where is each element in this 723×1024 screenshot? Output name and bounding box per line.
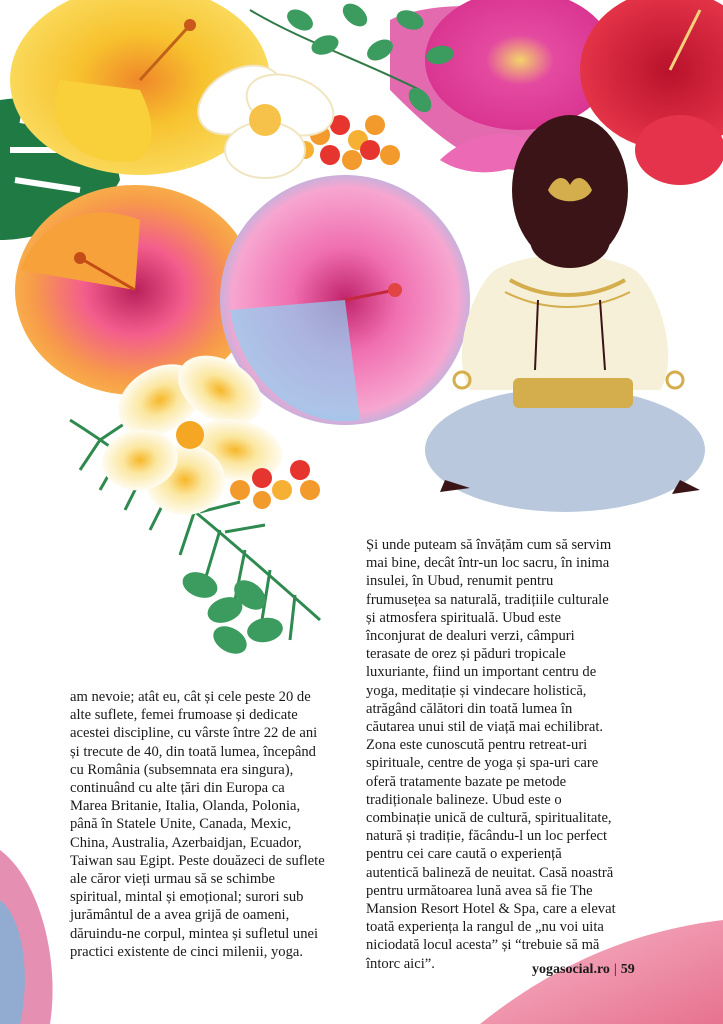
text-line: luxuriante, fiind un important centru de xyxy=(366,664,597,681)
text-line: Și unde puteam să învățăm cum să servim xyxy=(366,537,612,553)
text-line: oferă tratamente bazate pe metode xyxy=(366,773,567,790)
text-line: spiritual, mintal și emoțional; surori sub xyxy=(70,889,304,906)
text-line: toată experiența la rangul de „nu voi uita xyxy=(366,919,604,936)
text-line: până în Statele Unite, Canada, Mexic, xyxy=(70,816,292,833)
bottom-left-decoration xyxy=(0,850,53,1024)
text-line: cu România (subsemnata era singura), xyxy=(70,761,294,778)
text-line: insulei, în Ubud, renumit pentru xyxy=(366,573,554,590)
article-column-left xyxy=(70,688,340,961)
text-line: Marea Britanie, Italia, Olanda, Polonia, xyxy=(70,798,301,815)
text-line: practici existente de cinci milenii, yoga. xyxy=(70,943,304,960)
text-line: ale căror vieți urmau să se schimbe xyxy=(70,871,276,888)
text-line: pentru următoarea lună avea să fie The xyxy=(366,882,593,899)
text-line: frumusețea sa naturală, tradițiile culturale xyxy=(366,591,609,608)
text-line: yoga, meditație și vindecare holistică, xyxy=(366,682,587,699)
footer-separator: | xyxy=(613,962,617,977)
text-line: combinație unică de cultură, spiritualitate, xyxy=(366,810,612,827)
article-column-right xyxy=(366,536,648,973)
text-line: Mansion Resort Hotel & Spa, care a elevat xyxy=(366,901,616,918)
text-line: întorc aici”. xyxy=(366,955,435,972)
text-line: alte suflete, femei frumoase și dedicate xyxy=(70,707,298,724)
site-name[interactable]: yogasocial.ro xyxy=(532,962,610,977)
text-line: Zona este cunoscută pentru retreat-uri xyxy=(366,737,588,754)
text-line: pentru cei care caută o experiență xyxy=(366,846,562,863)
text-line: tradiționale balineze. Ubud este o xyxy=(366,791,562,808)
text-line: am nevoie; atât eu, cât și cele peste 20 de xyxy=(70,689,311,705)
text-line: autentică balineză de neuitat. Casă noastră xyxy=(366,864,614,881)
text-line: atrăgând călători din toată lumea în xyxy=(366,700,573,717)
text-line: înconjurat de dealuri verzi, câmpuri xyxy=(366,628,575,645)
text-line: dăruindu-ne corpul, mintea și sufletul unei xyxy=(70,925,319,942)
text-line: mai bine, decât într-un loc sacru, în inima xyxy=(366,555,610,572)
text-line: căutarea unui stil de viață mai echilibrat. xyxy=(366,719,604,736)
text-line: terasate de orez și păduri tropicale xyxy=(366,646,566,663)
page-number: 59 xyxy=(620,962,635,977)
text-line: China, Australia, Azerbaidjan, Ecuador, xyxy=(70,834,302,851)
text-line: Taiwan sau Egipt. Peste douăzeci de suflete xyxy=(70,852,325,869)
text-line: acestei discipline, cu vârste între 22 de ani xyxy=(70,725,318,742)
text-line: natură și tradiție, făcându-l un loc perfect xyxy=(366,828,608,845)
text-line: jurământul de a avea grijă de oameni, xyxy=(70,907,290,924)
text-line: continuând cu alte țări din Europa ca xyxy=(70,780,285,797)
text-line: și atmosfera spirituală. Ubud este xyxy=(366,609,561,626)
text-line: și trecute de 40, din toată lumea, începând xyxy=(70,743,316,760)
page-footer xyxy=(532,962,635,978)
text-line: spirituale, centre de yoga și spa-uri care xyxy=(366,755,599,772)
text-line: niciodată locul acesta” și “trebuie să mă xyxy=(366,937,600,954)
